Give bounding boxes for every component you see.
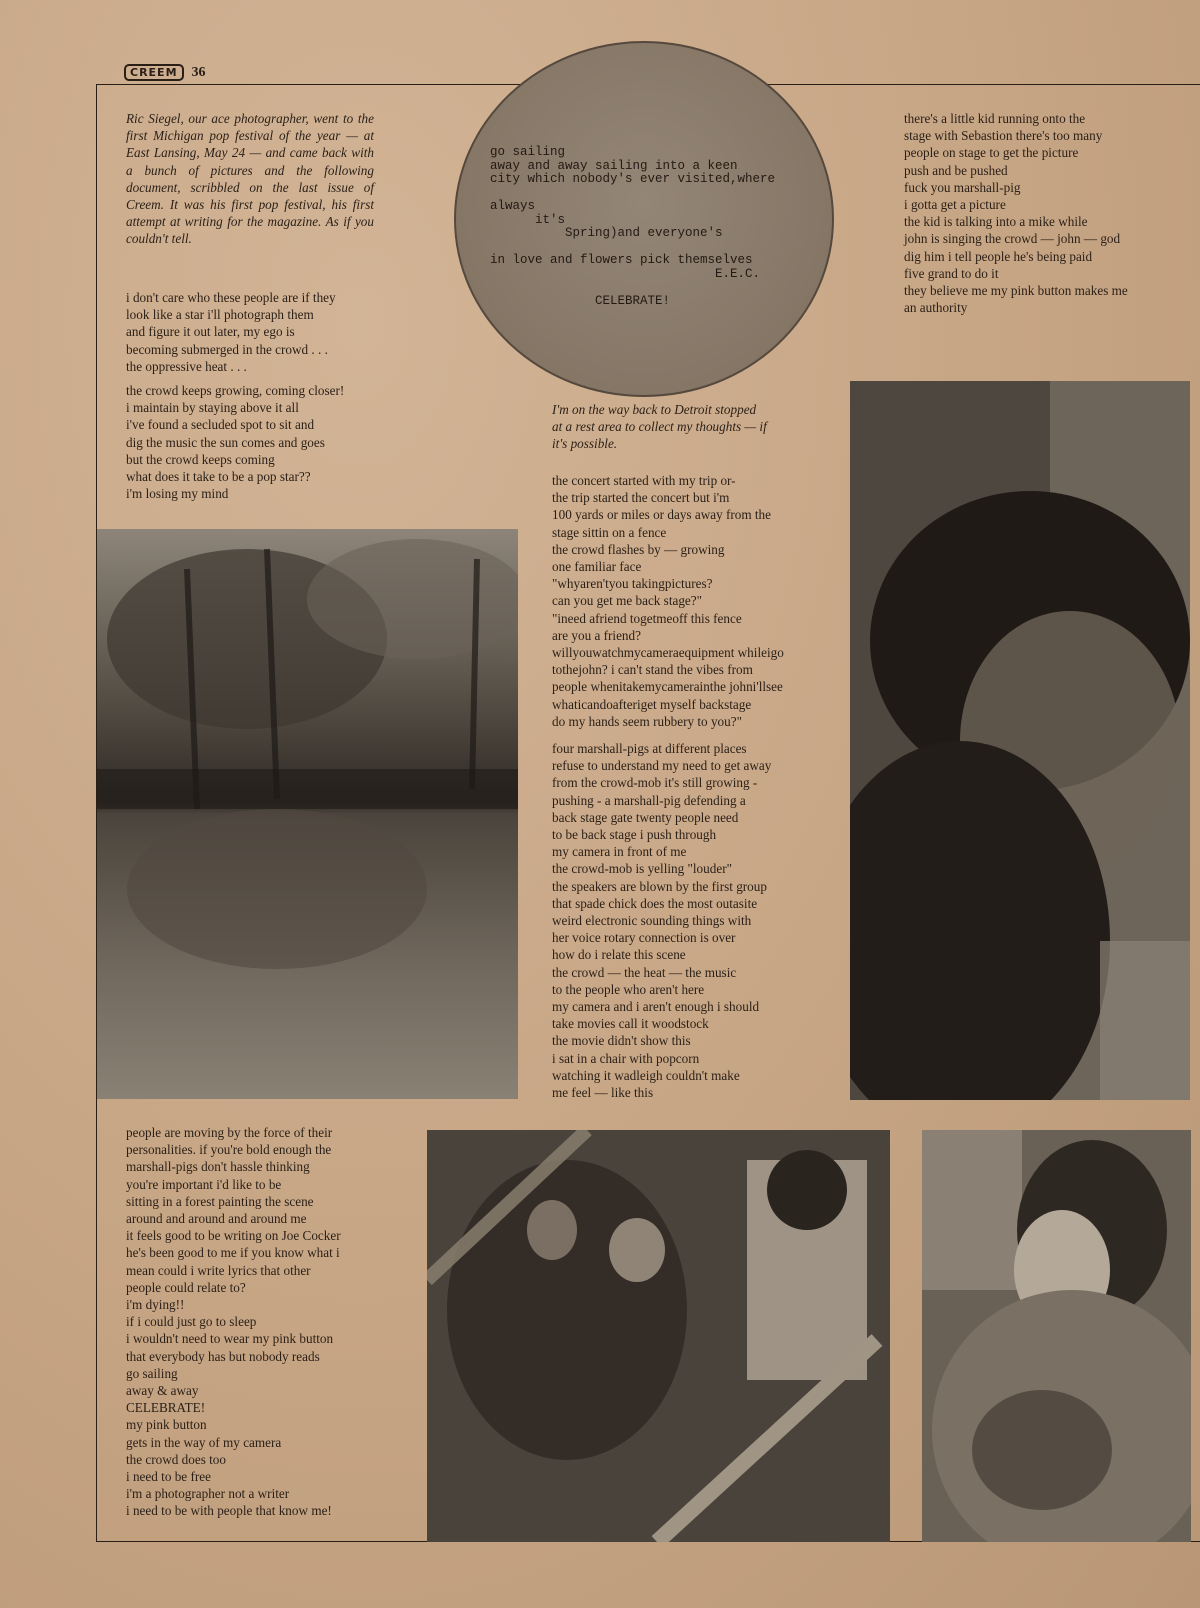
page-number: 36 — [191, 64, 206, 80]
column3-paragraph: there's a little kid running onto the stage with Sebastion there's too many people on stage to get the picture push and be pushed fuck you marshall-pig i gotta get a picture the kid is talking into a mike while john is singing the crowd — john — god dig him i tell people he's being paid five grand to do it they believe me my pink button makes me an authority — [904, 111, 1128, 316]
intro-paragraph: Ric Siegel, our ace photographer, went to the first Michigan pop festival of the year — at East Lansing, May 24 — and came back with a bunch of pictures and the following document, scribbled on the last issue of Creem. It was his first pop festival, his first attempt at writing for the magazine. As if you couldn't tell. — [126, 111, 374, 247]
man-profile-photo — [922, 1130, 1191, 1542]
crowd-photo — [427, 1130, 890, 1542]
forest-pond-photo — [97, 529, 518, 1099]
column2-intro: I'm on the way back to Detroit stopped at a rest area to collect my thoughts — if it's possible. — [552, 402, 767, 452]
column1-paragraph2: the crowd keeps growing, coming closer! i maintain by staying above it all i've found a secluded spot to sit and dig the music the sun comes and goes but the crowd keeps coming what does it take to be a pop star?? i'm losing my mind — [126, 383, 345, 502]
profile-portrait-photo — [850, 381, 1190, 1100]
masthead — [124, 64, 206, 81]
creem-logo: CREEM — [124, 64, 184, 81]
column1-paragraph3: people are moving by the force of their personalities. if you're bold enough the marshall-pigs don't hassle thinking you're important i'd like to be sitting in a forest painting the scene around and around and around me it feels good to be writing on Joe Cocker he's been good to me if you know what i mean could i write lyrics that other people could relate to? i'm dying!! if i could just go to sleep i wouldn't need to wear my pink button that everybody has but nobody reads go sailing away & away CELEBRATE! my pink button gets in the way of my camera the crowd does too i need to be free i'm a photographer not a writer i need to be with people that know me! — [126, 1125, 341, 1519]
column2-paragraph1: the concert started with my trip or- the trip started the concert but i'm 100 yards or miles or days away from the stage sittin on a fence the crowd flashes by — growing one familiar face "whyaren'tyou takingpictures? can you get me back stage?" "ineed afriend togetmeoff this fence are you a friend? willyouwatchmycameraequipment whileigo tothejohn? i can't stand the vibes from people whenitakemycamerainthe johni'llsee whaticandoafteriget myself backstage do my hands seem rubbery to you?" — [552, 473, 784, 729]
column1-paragraph1: i don't care who these people are if they look like a star i'll photograph them and figure it out later, my ego is becoming submerged in the crowd . . . the oppressive heat . . . — [126, 290, 336, 374]
column2-paragraph2: four marshall-pigs at different places refuse to understand my need to get away from the crowd-mob it's still growing - pushing - a marshall-pig defending a back stage gate twenty people need to be back stage i push through my camera in front of me the crowd-mob is yelling "louder" the speakers are blown by the first group that spade chick does the most outasite weird electronic sounding things with her voice rotary connection is over how do i relate this scene the crowd — the heat — the music to the people who aren't here my camera and i aren't enough i should take movies call it woodstock the movie didn't show this i sat in a chair with popcorn watching it wadleigh couldn't make me feel — like this — [552, 741, 772, 1101]
eec-poem: go sailing away and away sailing into a keen city which nobody's ever visited,where always it's Spring)and everyone's in love and flowers pick themselves E.E.C. CELEBRATE! — [490, 145, 776, 308]
